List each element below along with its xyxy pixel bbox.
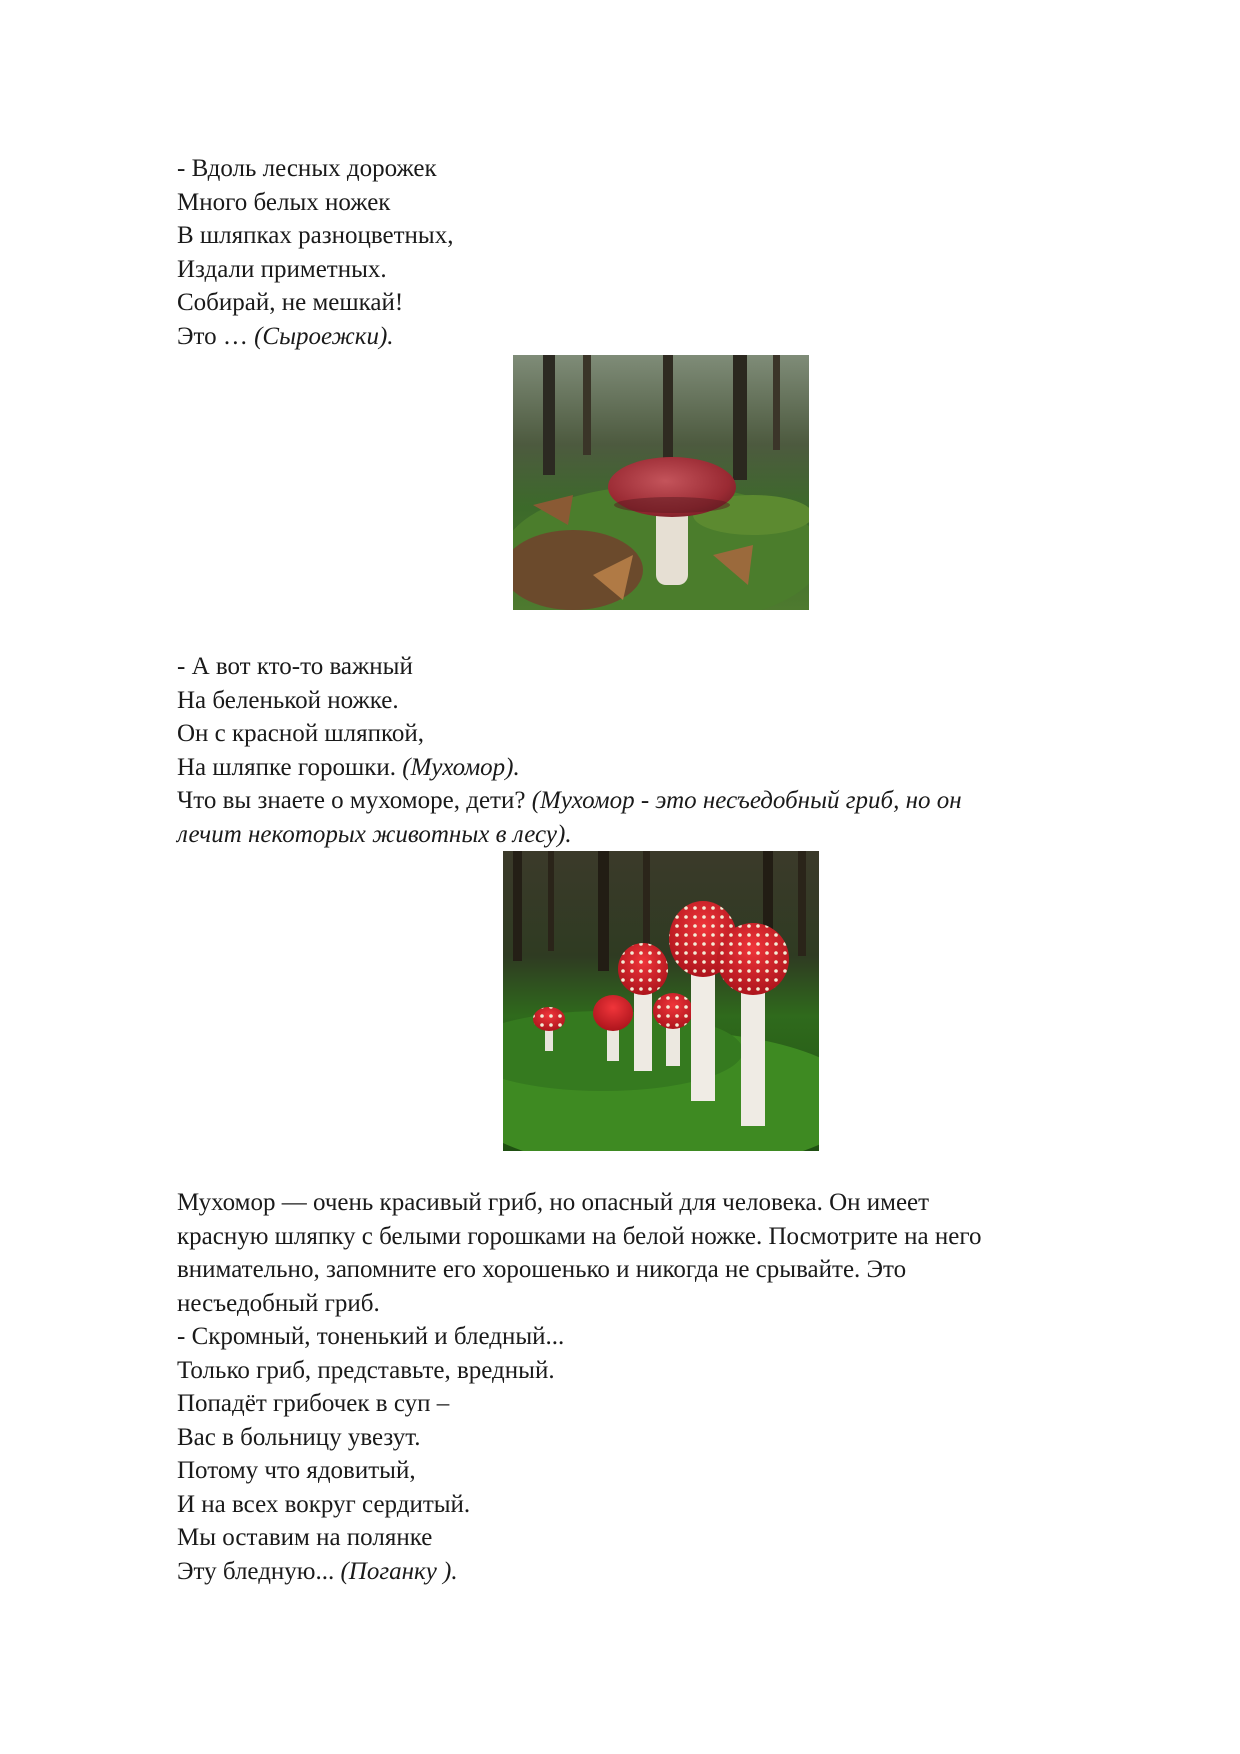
poem-line: Много белых ножек <box>177 188 391 216</box>
russula-photo <box>513 355 809 610</box>
answer-prefix: На шляпке горошки. <box>177 753 403 781</box>
poem-line: - Скромный, тоненький и бледный... <box>177 1323 565 1350</box>
description-line: красную шляпку с белыми горошками на белой ножке. Посмотрите на него <box>177 1222 982 1250</box>
poem-line: И на всех вокруг сердитый. <box>177 1490 471 1518</box>
poem-line-answer <box>177 320 1137 354</box>
poem-line: На беленькой ножке. <box>177 686 399 714</box>
poem-line: - Вдоль лесных дорожек <box>177 155 437 182</box>
description-line: Мухомор — очень красивый гриб, но опасный для человека. Он имеет <box>177 1189 930 1216</box>
description-line: несъедобный гриб. <box>177 1289 380 1317</box>
amanita-description <box>177 1186 1137 1320</box>
riddle-amanita <box>177 650 1137 851</box>
poem-line: Издали приметных. <box>177 255 387 283</box>
riddle-answer: (Мухомор). <box>402 753 520 781</box>
poem-line: - А вот кто-то важный <box>177 653 413 680</box>
question-line <box>177 784 1137 818</box>
poem-line: Собирай, не мешкай! <box>177 289 404 316</box>
question-answer-part1: (Мухомор - это несъедобный гриб, но он <box>531 787 962 814</box>
answer-prefix: Это … <box>177 322 255 350</box>
poem-line: В шляпках разноцветных, <box>177 222 454 249</box>
poem-line: Потому что ядовитый, <box>177 1457 416 1484</box>
poem-line: Он с красной шляпкой, <box>177 720 424 747</box>
poem-line: Только гриб, представьте, вредный. <box>177 1356 555 1384</box>
poem-line: Мы оставим на полянке <box>177 1524 433 1551</box>
poem-line: Вас в больницу увезут. <box>177 1423 421 1451</box>
poem-line-answer <box>177 751 1137 785</box>
question-answer-part2: лечит некоторых животных в лесу). <box>177 820 572 848</box>
description-line: внимательно, запомните его хорошенько и никогда не срывайте. Это <box>177 1256 907 1283</box>
question-text: Что вы знаете о мухоморе, дети? <box>177 787 532 814</box>
poem-line-answer <box>177 1555 1137 1589</box>
riddle-answer: (Сыроежки). <box>254 322 394 350</box>
answer-prefix: Эту бледную... <box>177 1557 341 1585</box>
amanita-photo <box>503 851 819 1151</box>
riddle-russula <box>177 152 1137 353</box>
riddle-answer: (Поганку ). <box>340 1557 458 1585</box>
riddle-death-cap <box>177 1320 1137 1588</box>
poem-line: Попадёт грибочек в суп – <box>177 1390 450 1417</box>
